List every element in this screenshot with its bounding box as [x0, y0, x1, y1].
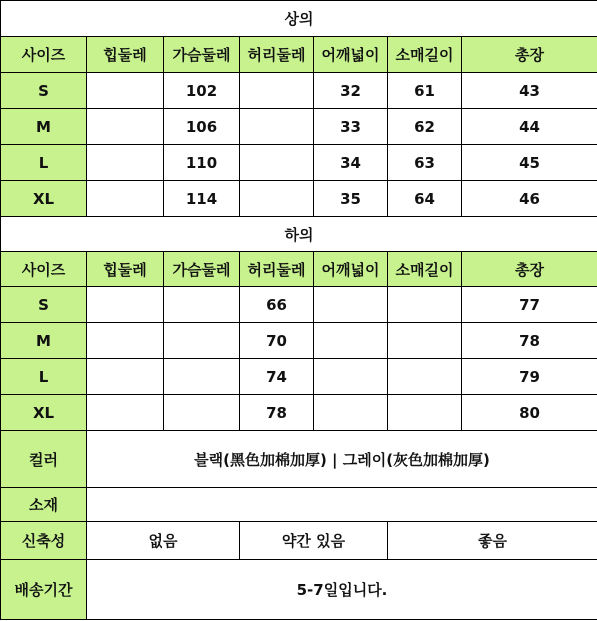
- table-row: [1, 323, 597, 359]
- sleeve-cell: [388, 287, 462, 323]
- chest-cell: [164, 287, 240, 323]
- sleeve-cell: 62: [388, 109, 462, 145]
- table-row: [1, 73, 597, 109]
- shoulder-cell: [314, 395, 388, 431]
- hip-cell: [87, 73, 164, 109]
- length-cell: 80: [462, 395, 597, 431]
- delivery-value: 5-7일입니다.: [87, 560, 597, 620]
- chest-cell: 106: [164, 109, 240, 145]
- size-label: S: [1, 287, 87, 323]
- top-header-size: 사이즈: [1, 37, 87, 73]
- hip-cell: [87, 145, 164, 181]
- hip-cell: [87, 395, 164, 431]
- waist-cell: [240, 109, 314, 145]
- table-row: [1, 181, 597, 217]
- stretch-option-good: 좋음: [388, 522, 597, 560]
- length-cell: 78: [462, 323, 597, 359]
- hip-cell: [87, 323, 164, 359]
- length-cell: 46: [462, 181, 597, 217]
- size-label: S: [1, 73, 87, 109]
- length-cell: 77: [462, 287, 597, 323]
- size-label: L: [1, 145, 87, 181]
- hip-cell: [87, 287, 164, 323]
- shoulder-cell: 35: [314, 181, 388, 217]
- shoulder-cell: 33: [314, 109, 388, 145]
- hip-cell: [87, 359, 164, 395]
- bottom-header-waist: 허리둘레: [240, 252, 314, 287]
- bottom-header-hip: 힙둘레: [87, 252, 164, 287]
- sleeve-cell: 61: [388, 73, 462, 109]
- shoulder-cell: [314, 287, 388, 323]
- material-label: 소재: [1, 488, 87, 522]
- top-header-sleeve: 소매길이: [388, 37, 462, 73]
- size-label: XL: [1, 181, 87, 217]
- top-header-waist: 허리둘레: [240, 37, 314, 73]
- top-header-hip: 힙둘레: [87, 37, 164, 73]
- bottom-header-size: 사이즈: [1, 252, 87, 287]
- shoulder-cell: 34: [314, 145, 388, 181]
- chest-cell: 110: [164, 145, 240, 181]
- waist-cell: 66: [240, 287, 314, 323]
- length-cell: 43: [462, 73, 597, 109]
- top-header-chest: 가슴둘레: [164, 37, 240, 73]
- waist-cell: 74: [240, 359, 314, 395]
- bottom-header-chest: 가슴둘레: [164, 252, 240, 287]
- stretch-label: 신축성: [1, 522, 87, 560]
- material-value: [87, 488, 597, 522]
- sleeve-cell: [388, 359, 462, 395]
- sleeve-cell: [388, 323, 462, 359]
- table-row: [1, 109, 597, 145]
- bottom-header-shoulder: 어깨넓이: [314, 252, 388, 287]
- sleeve-cell: 64: [388, 181, 462, 217]
- color-label: 컬러: [1, 431, 87, 488]
- top-header-shoulder: 어깨넓이: [314, 37, 388, 73]
- chest-cell: [164, 395, 240, 431]
- chest-cell: 102: [164, 73, 240, 109]
- waist-cell: 78: [240, 395, 314, 431]
- chest-cell: 114: [164, 181, 240, 217]
- length-cell: 45: [462, 145, 597, 181]
- length-cell: 79: [462, 359, 597, 395]
- table-row: [1, 395, 597, 431]
- sleeve-cell: 63: [388, 145, 462, 181]
- table-row: [1, 359, 597, 395]
- delivery-label: 배송기간: [1, 560, 87, 620]
- hip-cell: [87, 181, 164, 217]
- table-row: [1, 287, 597, 323]
- bottom-section-title: 하의: [1, 217, 597, 252]
- waist-cell: [240, 145, 314, 181]
- shoulder-cell: [314, 359, 388, 395]
- bottom-header-length: 총장: [462, 252, 597, 287]
- waist-cell: [240, 73, 314, 109]
- size-label: XL: [1, 395, 87, 431]
- top-header-length: 총장: [462, 37, 597, 73]
- shoulder-cell: [314, 323, 388, 359]
- top-section-title: 상의: [1, 1, 597, 37]
- stretch-option-none: 없음: [87, 522, 240, 560]
- size-label: L: [1, 359, 87, 395]
- bottom-header-sleeve: 소매길이: [388, 252, 462, 287]
- color-value: 블랙(黑色加棉加厚) | 그레이(灰色加棉加厚): [87, 431, 597, 488]
- size-label: M: [1, 323, 87, 359]
- size-label: M: [1, 109, 87, 145]
- hip-cell: [87, 109, 164, 145]
- waist-cell: 70: [240, 323, 314, 359]
- chest-cell: [164, 359, 240, 395]
- stretch-option-slight: 약간 있음: [240, 522, 388, 560]
- waist-cell: [240, 181, 314, 217]
- chest-cell: [164, 323, 240, 359]
- shoulder-cell: 32: [314, 73, 388, 109]
- sleeve-cell: [388, 395, 462, 431]
- table-row: [1, 145, 597, 181]
- length-cell: 44: [462, 109, 597, 145]
